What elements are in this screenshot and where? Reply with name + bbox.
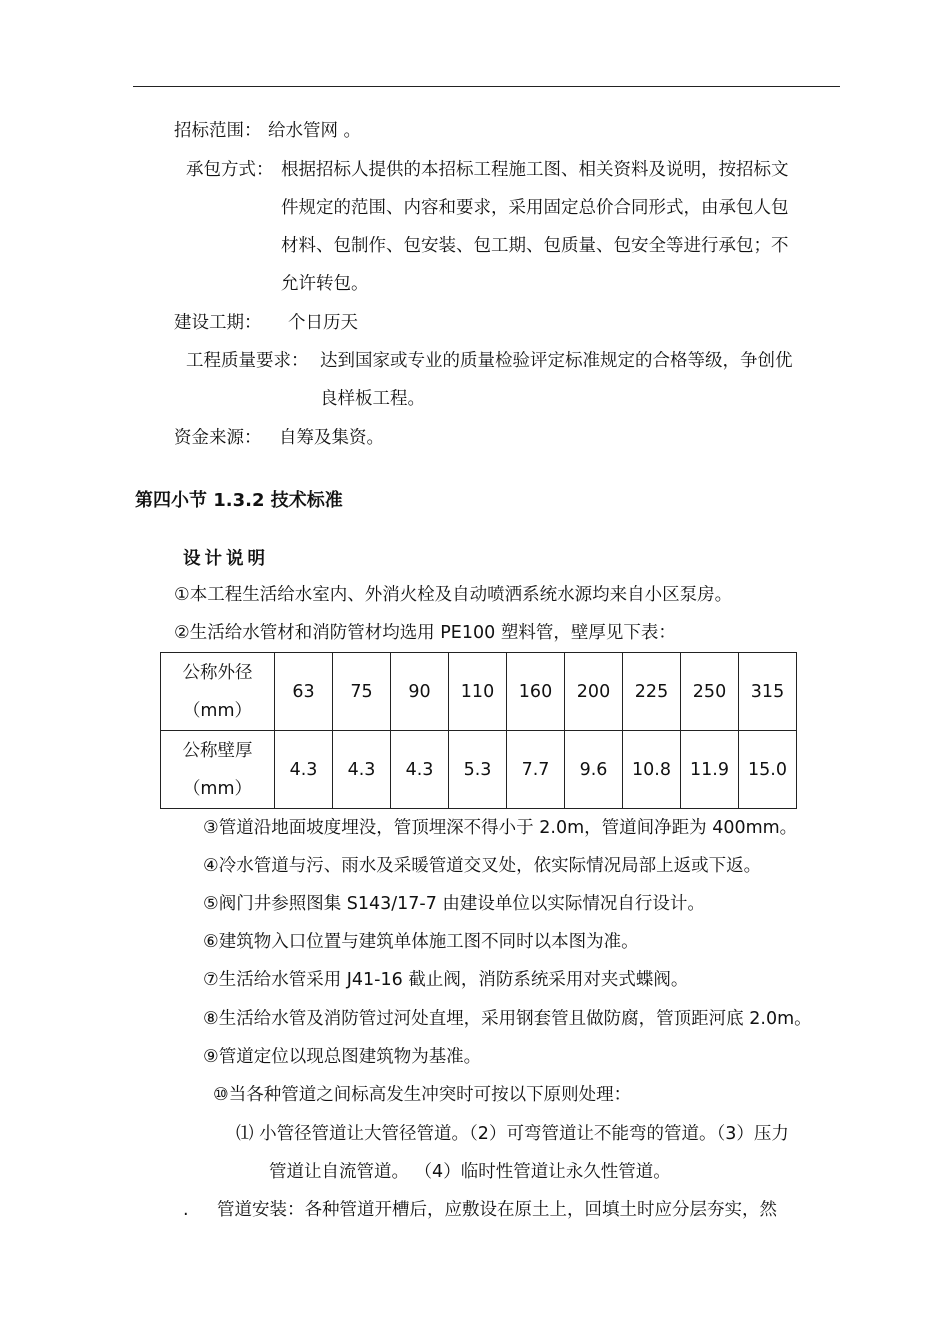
design-item-9: ⑨管道定位以现总图建筑物为基准。 xyxy=(203,1047,482,1067)
scope-value: 给水管网 。 xyxy=(268,121,362,141)
diameter-cell: 200 xyxy=(565,653,623,731)
diameter-cell: 160 xyxy=(507,653,565,731)
diameter-cell: 63 xyxy=(275,653,333,731)
outer-diameter-label: 公称外径 xyxy=(182,662,253,683)
diameter-cell: 110 xyxy=(449,653,507,731)
diameter-cell: 250 xyxy=(681,653,739,731)
thickness-cell: 4.3 xyxy=(275,731,333,809)
contract-line-4: 允许转包。 xyxy=(281,274,369,294)
contract-line-1: 根据招标人提供的本招标工程施工图、相关资料及说明，按招标文 xyxy=(281,160,789,180)
thickness-cell: 5.3 xyxy=(449,731,507,809)
contract-label: 承包方式： xyxy=(186,160,274,180)
thickness-cell: 4.3 xyxy=(391,731,449,809)
diameter-cell: 90 xyxy=(391,653,449,731)
quality-line-1: 达到国家或专业的质量检验评定标准规定的合格等级，争创优 xyxy=(320,351,793,371)
thickness-cell: 9.6 xyxy=(565,731,623,809)
scope-label: 招标范围： xyxy=(174,121,262,141)
outer-diameter-unit: （mm） xyxy=(182,700,253,721)
funding-label: 资金来源： xyxy=(174,428,262,448)
install-text: 管道安装：各种管道开槽后，应敷设在原土上，回填土时应分层夯实，然 xyxy=(217,1200,777,1220)
wall-thickness-header xyxy=(161,731,275,809)
table-row xyxy=(161,731,797,809)
design-item-2: ②生活给水管材和消防管材均选用 PE100 塑料管，壁厚见下表： xyxy=(174,623,676,643)
design-item-10: ⑩当各种管道之间标高发生冲突时可按以下原则处理： xyxy=(213,1085,632,1105)
quality-line-2: 良样板工程。 xyxy=(320,389,425,409)
wall-thickness-unit: （mm） xyxy=(182,778,253,799)
design-item-8: ⑧生活给水管及消防管过河处直埋，采用钢套管且做防腐，管顶距河底 2.0m。 xyxy=(203,1009,812,1029)
section-heading: 第四小节 1.3.2 技术标准 xyxy=(135,490,343,511)
design-item-5: ⑤阀门井参照图集 S143/17-7 由建设单位以实际情况自行设计。 xyxy=(203,894,705,914)
thickness-cell: 10.8 xyxy=(623,731,681,809)
design-item-1: ①本工程生活给水室内、外消火栓及自动喷洒系统水源均来自小区泵房。 xyxy=(174,585,733,605)
period-label: 建设工期： xyxy=(174,313,262,333)
design-item-3: ③管道沿地面坡度埋没，管顶埋深不得小于 2.0m，管道间净距为 400mm。 xyxy=(203,818,798,838)
diameter-cell: 225 xyxy=(623,653,681,731)
funding-value: 自筹及集资。 xyxy=(279,428,384,448)
outer-diameter-header xyxy=(161,653,275,731)
diameter-cell: 75 xyxy=(333,653,391,731)
principles-line-1: ⑴ 小管径管道让大管径管道。（2）可弯管道让不能弯的管道。（3）压力 xyxy=(236,1124,789,1144)
header-rule xyxy=(133,86,840,87)
pipe-spec-table xyxy=(160,652,797,809)
contract-line-2: 件规定的范围、内容和要求，采用固定总价合同形式，由承包人包 xyxy=(281,198,789,218)
table-row xyxy=(161,653,797,731)
principles-line-2: 管道让自流管道。 （4）临时性管道让永久性管道。 xyxy=(269,1162,671,1182)
design-notes-heading: 设计说明 xyxy=(183,549,269,569)
thickness-cell: 4.3 xyxy=(333,731,391,809)
thickness-cell: 15.0 xyxy=(739,731,797,809)
install-bullet: . xyxy=(183,1200,189,1220)
thickness-cell: 7.7 xyxy=(507,731,565,809)
thickness-cell: 11.9 xyxy=(681,731,739,809)
diameter-cell: 315 xyxy=(739,653,797,731)
wall-thickness-label: 公称壁厚 xyxy=(182,740,253,761)
period-value: 个日历天 xyxy=(288,313,358,333)
design-item-4: ④冷水管道与污、雨水及采暖管道交叉处，依实际情况局部上返或下返。 xyxy=(203,856,762,876)
contract-line-3: 材料、包制作、包安装、包工期、包质量、包安全等进行承包；不 xyxy=(281,236,789,256)
design-item-6: ⑥建筑物入口位置与建筑单体施工图不同时以本图为准。 xyxy=(203,932,639,952)
design-item-7: ⑦生活给水管采用 J41-16 截止阀，消防系统采用对夹式蝶阀。 xyxy=(203,970,689,990)
quality-label: 工程质量要求： xyxy=(186,351,309,371)
